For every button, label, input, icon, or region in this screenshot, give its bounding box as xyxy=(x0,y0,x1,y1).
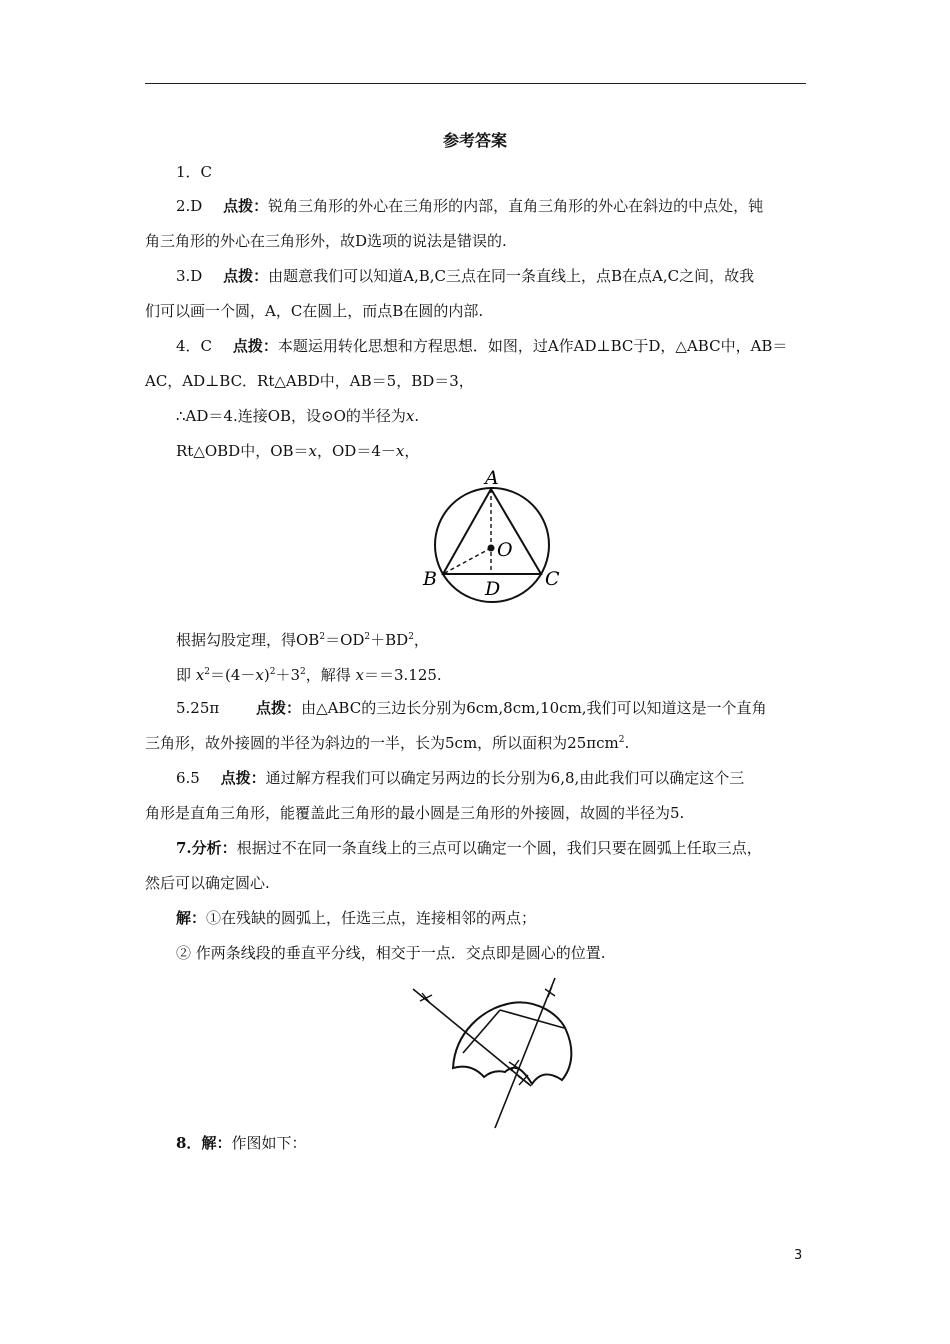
bisector-1 xyxy=(413,989,531,1086)
text: ＋3 xyxy=(275,666,300,684)
text: 即 xyxy=(176,666,196,684)
answer-5-line-2 xyxy=(145,733,629,753)
sup: 2 xyxy=(300,667,306,677)
text: ， xyxy=(413,631,429,649)
text: ＝＝3.125. xyxy=(363,666,442,684)
text: ①在残缺的圆弧上，任选三点，连接相邻的两点； xyxy=(206,909,537,927)
text: ) xyxy=(263,666,270,684)
solution-tag: 解： xyxy=(201,1134,232,1152)
answer-number: 2.D xyxy=(176,197,203,215)
circumcircle xyxy=(435,488,549,602)
text: . xyxy=(624,734,630,752)
bisector-2 xyxy=(495,978,555,1128)
text: 根据勾股定理，得OB xyxy=(176,631,320,649)
label-c: C xyxy=(545,568,560,590)
sup: 2 xyxy=(319,632,326,642)
page-number: 3 xyxy=(794,1248,803,1263)
answer-6-line-2: 角形是直角三角形，能覆盖此三角形的最小圆是三角形的外接圆，故圆的半径为5. xyxy=(145,804,685,822)
text: ∴AD＝4.连接OB，设⊙O的半径为 xyxy=(176,407,406,425)
text: ，解得 xyxy=(305,666,356,684)
answer-7-line-2: 然后可以确定圆心. xyxy=(145,874,270,892)
text: 作图如下： xyxy=(231,1134,307,1152)
answer-4-line-4 xyxy=(176,441,419,461)
hint-tag: 点拨： xyxy=(223,197,269,215)
label-o: O xyxy=(497,539,513,561)
hint-tag: 点拨： xyxy=(256,699,302,717)
answer-3-line-2: 们可以画一个圆，A，C在圆上，而点B在圆的内部. xyxy=(145,302,484,320)
chord-2 xyxy=(500,1010,564,1028)
answer-4-line-3 xyxy=(176,406,419,426)
text: ＝OD xyxy=(325,631,365,649)
answer-number: 4．C xyxy=(176,337,213,355)
answer-text: 通过解方程我们可以确定另两边的长分别为6,8,由此我们可以确定这个三 xyxy=(265,769,745,787)
text: 三角形，故外接圆的半径为斜边的一半，长为5cm，所以面积为25πcm xyxy=(145,734,619,752)
answer-7-solution-2: ② 作两条线段的垂直平分线，相交于一点．交点即是圆心的位置. xyxy=(176,944,606,962)
answer-text: 锐角三角形的外心在三角形的内部，直角三角形的外心在斜边的中点处，钝 xyxy=(268,197,764,215)
center-point xyxy=(488,545,495,552)
sup: 2 xyxy=(364,632,371,642)
var-x: x xyxy=(195,666,205,684)
label-d: D xyxy=(485,578,501,600)
label-b: B xyxy=(423,568,437,590)
answer-number: 8． xyxy=(176,1134,202,1152)
answer-number: 3.D xyxy=(176,267,203,285)
analysis-tag: 分析： xyxy=(191,839,237,857)
answer-4-line-2: AC，AD⊥BC．Rt△ABD中，AB＝5，BD＝3， xyxy=(145,372,474,390)
label-a: A xyxy=(485,467,499,489)
answer-4-line-5 xyxy=(176,630,429,650)
answer-5-line-1 xyxy=(176,698,767,718)
answer-7-line-1 xyxy=(176,838,762,858)
answer-number: 6.5 xyxy=(176,769,200,787)
answer-7-solution-1 xyxy=(176,908,536,928)
solution-tag: 解： xyxy=(176,909,207,927)
hint-tag: 点拨： xyxy=(232,337,278,355)
answer-text: 根据过不在同一条直线上的三点可以确定一个圆，我们只要在圆弧上任取三点， xyxy=(236,839,762,857)
segment-ob xyxy=(443,548,491,574)
var-x: x xyxy=(405,407,415,425)
chord-1 xyxy=(463,1010,500,1053)
answer-6-line-1 xyxy=(176,768,744,788)
broken-arc xyxy=(453,1002,571,1084)
answer-text: 由△ABC的三边长分别为6cm,8cm,10cm,我们可以知道这是一个直角 xyxy=(301,699,767,717)
sup: 2 xyxy=(618,735,625,745)
sup: 2 xyxy=(269,667,276,677)
text: ， xyxy=(404,442,420,460)
answer-text: 本题运用转化思想和方程思想．如图，过A作AD⊥BC于D，△ABC中，AB＝ xyxy=(277,337,788,355)
text: . xyxy=(414,407,420,425)
answer-4-line-1 xyxy=(176,336,787,356)
var-x: x xyxy=(308,442,317,460)
answer-text: 由题意我们可以知道A,B,C三点在同一条直线上，点B在点A,C之间，故我 xyxy=(268,267,755,285)
triangle-abc xyxy=(443,489,541,574)
var-x: x xyxy=(355,666,364,684)
page-title: 参考答案 xyxy=(442,131,507,150)
text: ＝(4－ xyxy=(209,666,256,684)
answer-4-line-6 xyxy=(176,665,442,685)
text: ＋BD xyxy=(370,631,409,649)
hint-tag: 点拨： xyxy=(223,267,269,285)
answer-2-line-2: 角三角形的外心在三角形外，故D选项的说法是错误的. xyxy=(145,232,507,250)
text: ，OD＝4－ xyxy=(317,442,396,460)
sup: 2 xyxy=(408,632,414,642)
text: Rt△OBD中，OB＝ xyxy=(176,442,309,460)
answer-1: 1．C xyxy=(176,163,213,181)
header-rule xyxy=(145,83,806,84)
answer-number: 7. xyxy=(176,839,192,857)
sup: 2 xyxy=(204,667,210,677)
answer-3-line-1 xyxy=(176,266,754,286)
var-x: x xyxy=(255,666,264,684)
answer-2-line-1 xyxy=(176,196,763,216)
construction-marks xyxy=(420,986,555,1085)
answer-number: 5.25π xyxy=(176,699,220,717)
var-x: x xyxy=(395,442,405,460)
answer-8-line-1 xyxy=(176,1133,306,1153)
hint-tag: 点拨： xyxy=(220,769,266,787)
